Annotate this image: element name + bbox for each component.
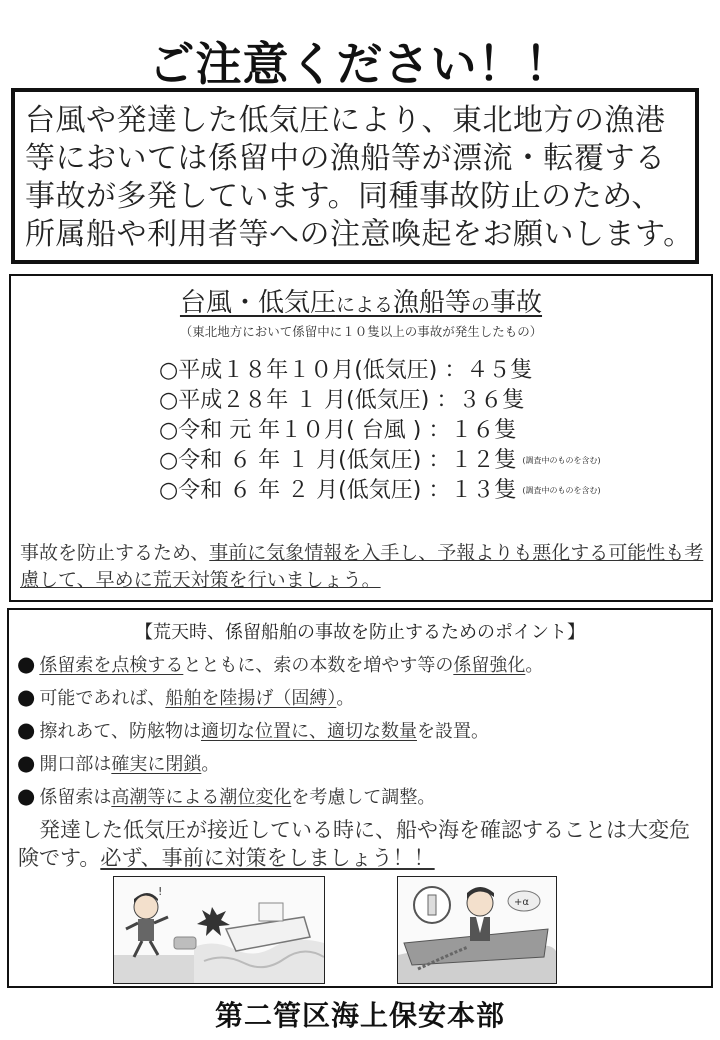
drifting-boat-illustration xyxy=(113,876,325,984)
mooring-check-illustration xyxy=(397,876,557,984)
point-item xyxy=(17,747,707,780)
notice-line: 台風や発達した低気圧により、東北地方の漁港 xyxy=(25,103,666,138)
bullet-icon: ● xyxy=(17,652,36,676)
point-text: 可能であれば、 xyxy=(39,688,166,709)
point-emphasis: 適切な位置に、適切な数量 xyxy=(200,721,417,742)
heading-text: の xyxy=(471,294,491,316)
point-text: 。 xyxy=(336,688,355,709)
prevention-points-section xyxy=(7,608,713,988)
plus-alpha-label: +α xyxy=(514,897,529,908)
advice-text: 事故を防止するため、 xyxy=(20,542,210,564)
incident-item xyxy=(159,356,709,386)
point-text: 開口部は xyxy=(39,754,112,775)
footer-organization: 第二管区海上保安本部 xyxy=(214,999,505,1032)
point-emphasis: 高潮等による潮位変化 xyxy=(111,787,292,808)
prevention-advice xyxy=(20,540,710,594)
incident-note: (調査中のものを含む) xyxy=(522,456,601,465)
closing-emphasis: 必ず、事前に対策をしましょう！！ xyxy=(100,846,435,870)
incident-text: ○平成２８年 １ 月(低気圧) ：３６隻 xyxy=(159,388,525,413)
point-text: 係留索は xyxy=(39,787,112,808)
incident-list xyxy=(159,356,709,506)
incident-text: ○令和 ６ 年 １ 月(低気圧) ：１２隻 xyxy=(159,448,517,473)
accident-subheading: （東北地方において係留中に１０隻以上の事故が発生したもの） xyxy=(179,324,543,339)
point-emphasis: 確実に閉鎖 xyxy=(111,754,202,775)
point-item xyxy=(17,714,707,747)
point-text: 。 xyxy=(201,754,220,775)
points-heading: 【荒天時、係留船舶の事故を防止するためのポイント】 xyxy=(135,622,585,643)
point-item xyxy=(17,780,707,813)
points-list xyxy=(17,648,707,813)
incident-item xyxy=(159,416,709,446)
heading-text: による xyxy=(335,294,393,316)
point-emphasis: 船舶を陸揚げ（固縛） xyxy=(165,688,337,709)
bullet-icon: ● xyxy=(17,784,36,808)
heading-text: 台風・低気圧 xyxy=(179,288,336,318)
page-title: ご注意ください！！ xyxy=(148,37,572,91)
point-text: 擦れあて、防舷物は xyxy=(39,721,201,742)
notice-box xyxy=(11,88,699,264)
incident-text: ○令和 ６ 年 ２ 月(低気圧) ：１３隻 xyxy=(159,478,517,503)
incident-item xyxy=(159,476,709,506)
bullet-icon: ● xyxy=(17,751,36,775)
incident-item xyxy=(159,446,709,476)
point-text: 。 xyxy=(525,655,544,676)
incident-text: ○平成１８年１０月(低気圧) ：４５隻 xyxy=(159,358,533,383)
heading-text: 漁船等 xyxy=(392,288,471,318)
point-item xyxy=(17,681,707,714)
bullet-icon: ● xyxy=(17,685,36,709)
point-text: とともに、索の本数を増やす等の xyxy=(183,655,454,676)
point-text: を設置。 xyxy=(416,721,489,742)
point-emphasis: 係留強化 xyxy=(453,655,526,676)
closing-warning xyxy=(18,816,708,872)
incident-note: (調査中のものを含む) xyxy=(522,486,601,495)
heading-text: 事故 xyxy=(490,288,543,318)
notice-line: 等においては係留中の漁船等が漂流・転覆する xyxy=(25,141,666,176)
point-text: を考慮して調整。 xyxy=(291,787,436,808)
incident-text: ○令和 元 年１０月( 台風 ) ：１６隻 xyxy=(159,418,517,443)
closing-text: 発達した低気圧が接近している時に、船や海を確認することは大変危険です。 xyxy=(18,818,690,870)
point-item xyxy=(17,648,707,681)
accident-heading xyxy=(11,282,711,319)
bullet-icon: ● xyxy=(17,718,36,742)
notice-line: 事故が多発しています。同種事故防止のため、 xyxy=(25,179,662,214)
point-emphasis: 係留索を点検する xyxy=(39,655,184,676)
incident-item xyxy=(159,386,709,416)
svg-text:!: ! xyxy=(158,885,163,898)
advice-emphasis: 事前に気象情報を入手し、予報よりも悪化する可能性も考慮して、早めに荒天対策を行いましょう。 xyxy=(20,542,704,591)
accident-history-section xyxy=(9,274,713,602)
notice-line: 所属船や利用者等への注意喚起をお願いします。 xyxy=(25,217,694,252)
